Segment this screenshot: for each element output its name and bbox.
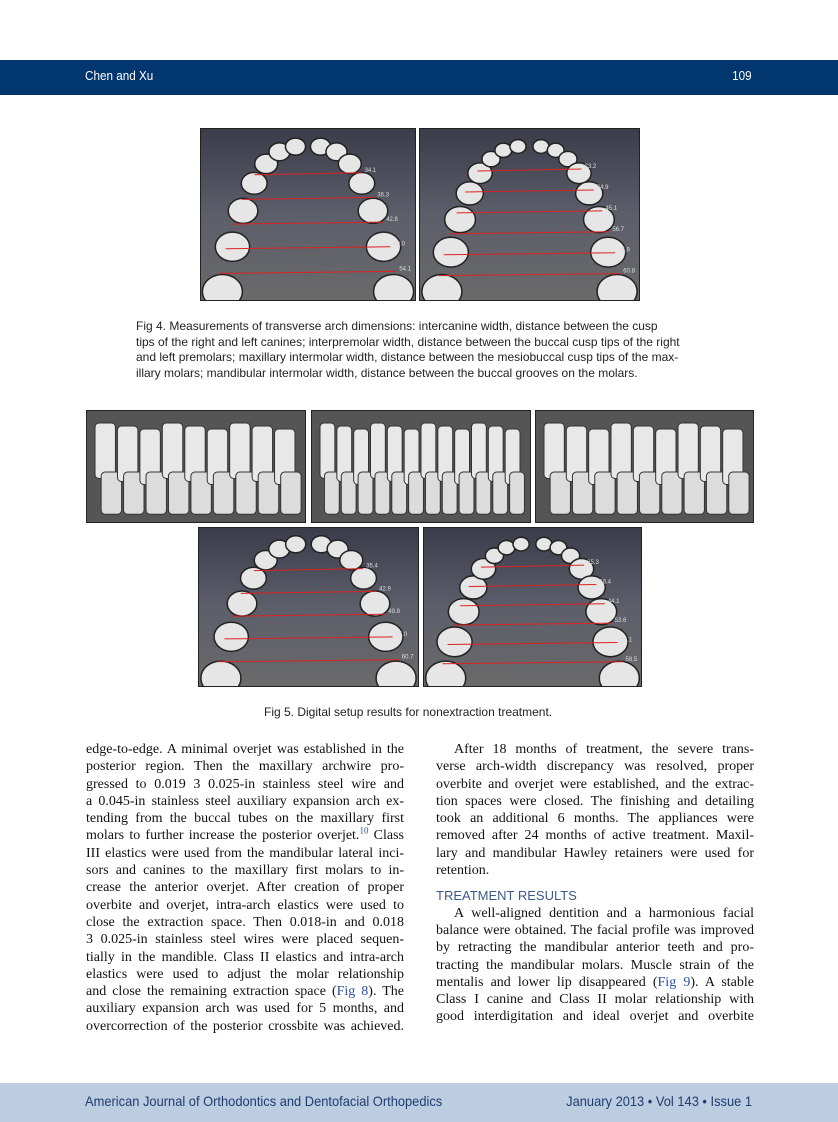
section-heading: TREATMENT RESULTS xyxy=(436,888,577,904)
measurement-label: 54.1 xyxy=(399,266,412,273)
upper-tooth xyxy=(320,423,335,479)
fig5-left-lateral-image xyxy=(535,410,754,523)
measurement-label: 55.1 xyxy=(620,637,633,644)
text-line xyxy=(86,983,404,1000)
text-span: III elastics were used from the mandibular lateral inci- xyxy=(86,845,404,861)
lower-tooth xyxy=(510,472,525,514)
lower-tooth xyxy=(409,472,424,514)
text-line: tion spaces were closed. The finishing and detailing xyxy=(436,793,754,809)
measurement-label: 56.9 xyxy=(618,247,630,254)
fig4-left-svg xyxy=(201,129,415,300)
page-number: 109 xyxy=(732,68,752,83)
text-span: tending from the buccal tubes on the maxillary first xyxy=(86,811,404,827)
issue-info: January 2013 • Vol 143 • Issue 1 xyxy=(566,1093,752,1109)
tooth xyxy=(285,138,305,155)
lower-tooth xyxy=(213,472,233,514)
spacer xyxy=(436,879,754,887)
text-span: close the extraction space. Then 0.018-in and 0.018 xyxy=(86,914,404,930)
text-span: sors and canines to the maxillary first molars to in- xyxy=(86,863,404,879)
caption-line: illary molars; mandibular intermolar width, distance between the buccal grooves on the molars. xyxy=(136,365,638,380)
lateral-svg xyxy=(536,411,753,522)
text-line xyxy=(86,966,404,983)
text-line: overbite and overjet were established, and the extrac- xyxy=(436,776,754,792)
text-line xyxy=(86,1000,404,1017)
tooth xyxy=(214,622,248,651)
tooth xyxy=(456,182,483,205)
upper-tooth xyxy=(421,423,436,479)
measurement-label: 49.8 xyxy=(388,609,400,616)
measurement-label: 60.8 xyxy=(623,268,635,275)
upper-tooth xyxy=(95,423,115,479)
fig4-mandibular-arch-image xyxy=(419,128,640,301)
tooth xyxy=(510,140,526,154)
tooth xyxy=(448,599,479,625)
upper-tooth xyxy=(230,423,250,479)
fig4-right-svg xyxy=(420,129,639,300)
tooth xyxy=(228,198,258,223)
measurement-label: 34.1 xyxy=(364,167,377,174)
tooth xyxy=(286,536,306,553)
frontal-svg xyxy=(312,411,530,522)
tooth xyxy=(445,206,476,232)
measurement-label: 44.1 xyxy=(607,598,620,605)
caption-line: Fig 4. Measurements of transverse arch dimensions: intercanine width, distance between the cusp xyxy=(136,319,658,333)
text-line xyxy=(86,741,404,758)
measurement-label: 42.9 xyxy=(379,586,391,593)
fig4-maxillary-arch-image xyxy=(200,128,416,301)
text-line xyxy=(86,827,404,844)
text-span: gressed to 0.019 3 0.025-in stainless steel wire and xyxy=(86,776,404,792)
measurement-label: 58.5 xyxy=(625,656,638,663)
measurement-label: 60.7 xyxy=(401,654,414,661)
tooth xyxy=(351,567,377,589)
text-span: posterior region. Then the maxillary archwire pro- xyxy=(86,759,404,775)
measurement-label: 42.8 xyxy=(386,217,398,224)
text-span: overcorrection of the posterior crossbite was achieved. xyxy=(86,1018,404,1034)
measurement-label: 35.4 xyxy=(366,563,378,570)
tooth xyxy=(227,591,257,616)
measurement-label: 23.2 xyxy=(584,164,597,171)
measurement-label: 53.6 xyxy=(614,618,627,625)
fig5-mandibular-arch-image xyxy=(423,527,642,687)
lower-tooth xyxy=(662,472,682,514)
journal-name: American Journal of Orthodontics and Dentofacial Orthopedics xyxy=(85,1093,443,1109)
text-span: balance were obtained. The facial profile was improved xyxy=(436,922,754,938)
text-line xyxy=(86,949,404,966)
measurement-label: 25.3 xyxy=(587,560,599,567)
text-span: a 0.045-in stainless steel auxiliary expansion arch ex- xyxy=(86,793,404,809)
measurement-label: 38.4 xyxy=(599,579,611,586)
text-line xyxy=(86,776,404,793)
text-span: elastics were used to adjust the molar relationship xyxy=(86,966,404,982)
upper-tooth xyxy=(544,423,564,479)
text-span: auxiliary expansion arch was used for 5 months, and xyxy=(86,1001,404,1017)
text-span: tially in the mandible. Class II elastics and intra-arch xyxy=(86,949,404,965)
text-span: Class xyxy=(368,828,404,844)
text-span: molars to further increase the posterior overjet. xyxy=(86,828,360,844)
text-line xyxy=(86,914,404,931)
text-line xyxy=(86,793,404,810)
citation-superscript[interactable]: 10 xyxy=(359,825,369,836)
tooth xyxy=(433,237,468,267)
text-line xyxy=(436,922,754,939)
lateral-svg xyxy=(87,411,305,522)
upper-tooth xyxy=(162,423,182,479)
lower-tooth xyxy=(595,472,615,514)
text-line xyxy=(436,1008,754,1025)
text-span: by retracting the mandibular anterior teeth and pro- xyxy=(436,940,754,956)
text-line: removed after 24 months of active treatment. Maxil- xyxy=(436,828,754,844)
text-line xyxy=(86,879,404,896)
text-line xyxy=(86,931,404,948)
tooth xyxy=(360,591,390,616)
tooth xyxy=(349,172,375,194)
caption-line: tips of the right and left canines; interpremolar width, distance between the buccal cusp tips of the right xyxy=(136,334,680,349)
text-span: ). A stable xyxy=(690,974,754,990)
running-footer xyxy=(0,1083,838,1122)
running-title: Chen and Xu xyxy=(85,68,154,83)
left-column-text xyxy=(86,741,404,1035)
fig5-left-svg xyxy=(199,528,418,686)
text-line: took an additional 6 months. The appliances were xyxy=(436,811,754,827)
text-line: retention. xyxy=(436,863,490,879)
figure-reference-link[interactable]: Fig 9 xyxy=(657,974,691,990)
measurement-label: 49.0 xyxy=(393,241,406,248)
fig5-right-svg xyxy=(424,528,641,686)
text-line xyxy=(436,957,754,974)
text-span: edge-to-edge. A minimal overjet was established in the xyxy=(86,742,404,757)
lower-tooth xyxy=(459,472,474,514)
measurement-label: 34.9 xyxy=(596,184,609,191)
text-line xyxy=(436,939,754,956)
text-line xyxy=(436,974,754,991)
caption-line: and left premolars; maxillary intermolar width, distance between the mesiobuccal cusp tips of the max- xyxy=(136,350,679,364)
text-line: After 18 months of treatment, the severe trans- xyxy=(454,742,754,757)
text-line xyxy=(86,862,404,879)
text-span: A well-aligned dentition and a harmonious facial xyxy=(454,905,754,921)
text-line xyxy=(436,991,754,1008)
lower-tooth xyxy=(281,472,301,514)
text-line: verse arch-width discrepancy was resolved, proper xyxy=(436,759,754,775)
fig5-frontal-image xyxy=(311,410,531,523)
fig5-right-lateral-image xyxy=(86,410,306,523)
upper-tooth xyxy=(611,423,631,479)
text-span: good interdigitation and ideal overjet and overbite xyxy=(436,1009,754,1025)
tooth xyxy=(338,154,361,174)
text-span: 3 0.025-in stainless steel wires were placed sequen- xyxy=(86,932,404,948)
running-header xyxy=(0,60,838,95)
text-span: ). The xyxy=(368,984,404,1000)
text-span: tracting the mandibular molars. Muscle strain of the xyxy=(436,957,754,973)
measurement-label: 45.1 xyxy=(605,205,618,212)
tooth xyxy=(358,198,388,223)
upper-tooth xyxy=(472,423,487,479)
lower-tooth xyxy=(729,472,749,514)
fig5-maxillary-arch-image xyxy=(198,527,419,687)
tooth xyxy=(437,627,472,657)
text-span: mentalis and lower lip disappeared ( xyxy=(436,974,658,990)
text-line xyxy=(86,845,404,862)
tooth xyxy=(498,541,515,555)
text-line xyxy=(86,1018,404,1035)
upper-tooth xyxy=(371,423,386,479)
lower-tooth xyxy=(146,472,166,514)
tooth xyxy=(513,537,529,551)
tooth xyxy=(215,232,249,261)
figure-reference-link[interactable]: Fig 8 xyxy=(336,984,369,1000)
fig5-caption: Fig 5. Digital setup results for nonextraction treatment. xyxy=(264,705,553,719)
fig4-caption xyxy=(136,319,716,381)
measurement-label: 55.0 xyxy=(395,631,408,638)
tooth xyxy=(241,172,267,194)
text-span: Class I canine and Class II molar relationship with xyxy=(436,992,754,1008)
text-line: lary and mandibular Hawley retainers were used for xyxy=(436,845,754,861)
text-line xyxy=(86,897,404,914)
measurement-label: 56.7 xyxy=(612,226,625,233)
text-span: and close the remaining extraction space ( xyxy=(86,984,337,1000)
tooth xyxy=(495,143,512,157)
right-column-text xyxy=(436,741,754,1026)
text-span: crease the anterior overjet. After creation of proper xyxy=(86,880,404,896)
measurement-label: 36.3 xyxy=(377,192,389,199)
lower-tooth xyxy=(358,472,373,514)
text-line xyxy=(436,905,754,922)
text-line xyxy=(86,810,404,827)
text-line xyxy=(86,758,404,775)
upper-tooth xyxy=(678,423,698,479)
text-span: overbite and overjet, intra-arch elastics were used to xyxy=(86,897,404,913)
